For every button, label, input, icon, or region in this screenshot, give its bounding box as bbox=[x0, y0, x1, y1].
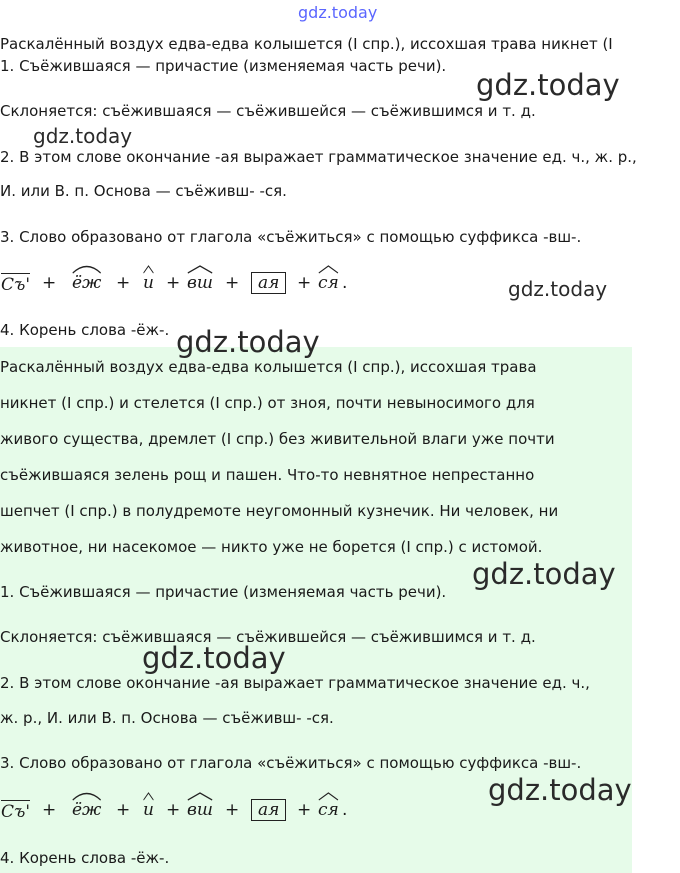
plus-sign: + bbox=[225, 800, 240, 820]
paragraph-line: съёжившаяся зелень рощ и пашен. Что-то невнятное непрестанно bbox=[0, 466, 535, 484]
root-arc-icon bbox=[72, 264, 101, 274]
postfix-morpheme: ся bbox=[318, 273, 339, 293]
suffix-caret-icon bbox=[318, 264, 339, 274]
declension-line: Склоняется: съёжившаяся — съёжившейся — съёжившимся и т. д. bbox=[0, 628, 536, 646]
paragraph-line: животное, ни насекомое — никто уже не борется (I спр.) с истомой. bbox=[0, 538, 543, 556]
paragraph-line: живого существа, дремлет (I спр.) без живительной влаги уже почти bbox=[0, 430, 555, 448]
item-1: 1. Съёжившаяся — причастие (изменяемая часть речи). bbox=[0, 57, 447, 75]
watermark: gdz.today bbox=[488, 773, 632, 807]
connector-morpheme: и bbox=[143, 800, 154, 820]
item-2-continued: И. или В. п. Основа — съёживш- -ся. bbox=[0, 182, 287, 200]
plus-sign: + bbox=[116, 273, 131, 293]
plus-sign: + bbox=[166, 800, 181, 820]
plus-sign: + bbox=[42, 273, 57, 293]
item-3: 3. Слово образовано от глагола «съёжиться» с помощью суффикса -вш-. bbox=[0, 228, 582, 246]
suffix-morpheme: вш bbox=[187, 800, 213, 820]
item-2: 2. В этом слове окончание -ая выражает грамматическое значение ед. ч., ж. р., bbox=[0, 148, 637, 166]
suffix-morpheme: вш bbox=[187, 273, 213, 293]
watermark: gdz.today bbox=[142, 641, 286, 675]
paragraph-line: никнет (I спр.) и стелется (I спр.) от зноя, почти невыносимого для bbox=[0, 394, 535, 412]
prefix-morpheme: Съ' bbox=[1, 802, 31, 822]
prefix-morpheme: Съ' bbox=[1, 275, 31, 295]
paragraph-line: Раскалённый воздух едва-едва колышется (I спр.), иссохшая трава bbox=[0, 358, 537, 376]
suffix-caret-icon bbox=[143, 264, 154, 274]
watermark: gdz.today bbox=[176, 325, 320, 359]
suffix-caret-icon bbox=[187, 791, 213, 801]
suffix-caret-icon bbox=[187, 264, 213, 274]
morpheme-formula bbox=[0, 273, 420, 299]
plus-sign: + bbox=[116, 800, 131, 820]
formula-dot: . bbox=[342, 800, 348, 820]
watermark: gdz.today bbox=[33, 124, 133, 148]
root-morpheme: ёж bbox=[72, 800, 101, 820]
item-2: 2. В этом слове окончание -ая выражает грамматическое значение ед. ч., bbox=[0, 674, 590, 692]
item-1: 1. Съёжившаяся — причастие (изменяемая часть речи). bbox=[0, 583, 447, 601]
item-3: 3. Слово образовано от глагола «съёжиться» с помощью суффикса -вш-. bbox=[0, 754, 582, 772]
item-4: 4. Корень слова -ёж-. bbox=[0, 321, 170, 339]
root-arc-icon bbox=[72, 791, 101, 801]
ending-morpheme: ая bbox=[251, 799, 286, 821]
morpheme-formula bbox=[0, 800, 420, 826]
plus-sign: + bbox=[297, 800, 312, 820]
site-logo[interactable]: gdz.today bbox=[298, 3, 378, 22]
truncated-line: Раскалённый воздух едва-едва колышется (I спр.), иссохшая трава никнет (I bbox=[0, 35, 613, 53]
watermark: gdz.today bbox=[472, 557, 616, 591]
suffix-caret-icon bbox=[143, 791, 154, 801]
plus-sign: + bbox=[225, 273, 240, 293]
plus-sign: + bbox=[166, 273, 181, 293]
item-4: 4. Корень слова -ёж-. bbox=[0, 849, 170, 867]
suffix-caret-icon bbox=[318, 791, 339, 801]
formula-dot: . bbox=[342, 273, 348, 293]
root-morpheme: ёж bbox=[72, 273, 101, 293]
plus-sign: + bbox=[297, 273, 312, 293]
plus-sign: + bbox=[42, 800, 57, 820]
watermark: gdz.today bbox=[508, 277, 608, 301]
paragraph-line: шепчет (I спр.) в полудремоте неугомонный кузнечик. Ни человек, ни bbox=[0, 502, 559, 520]
postfix-morpheme: ся bbox=[318, 800, 339, 820]
watermark: gdz.today bbox=[476, 68, 620, 102]
declension-line: Склоняется: съёжившаяся — съёжившейся — съёжившимся и т. д. bbox=[0, 102, 536, 120]
connector-morpheme: и bbox=[143, 273, 154, 293]
item-2-continued: ж. р., И. или В. п. Основа — съёживш- -ся. bbox=[0, 709, 334, 727]
ending-morpheme: ая bbox=[251, 272, 286, 294]
